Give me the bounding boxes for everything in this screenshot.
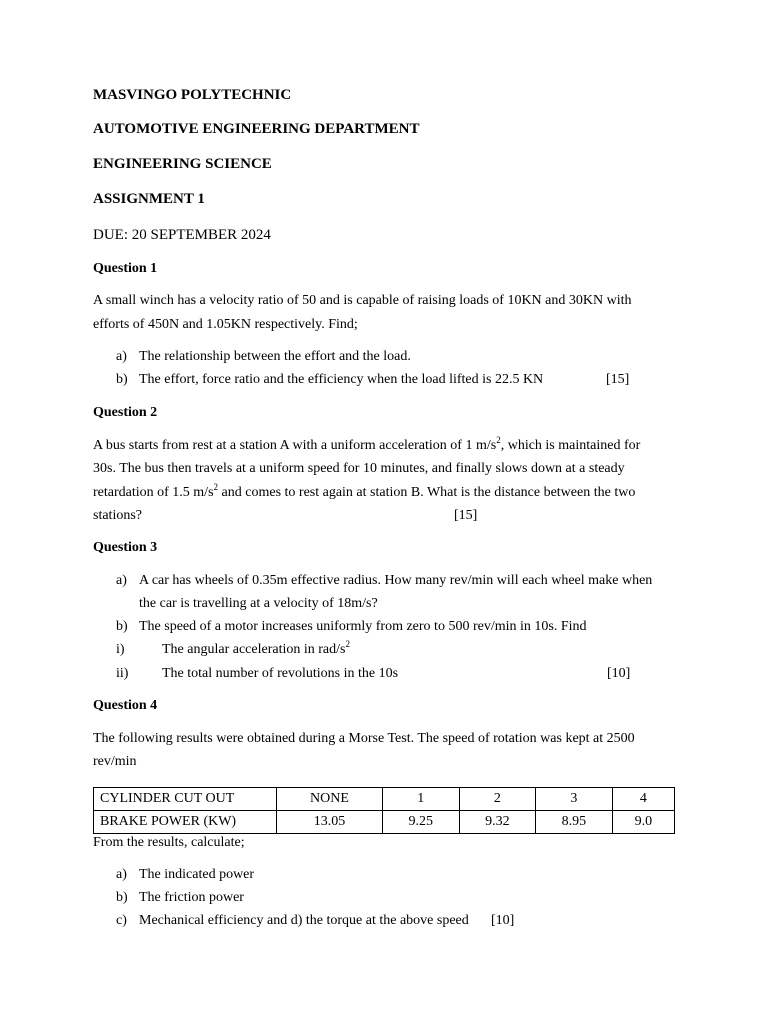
question-4-text-line1: The following results were obtained during a Morse Test. The speed of rotation was kept at 2500	[93, 731, 635, 746]
table-row	[94, 811, 675, 834]
table-cell: BRAKE POWER (KW)	[94, 811, 277, 834]
question-1-text-line2: efforts of 450N and 1.05KN respectively. Find;	[93, 317, 358, 332]
question-4-text-line2: rev/min	[93, 754, 137, 769]
question-4-item-a-marker: a)	[116, 867, 127, 882]
subject-heading: ENGINEERING SCIENCE	[93, 156, 272, 172]
table-cell: CYLINDER CUT OUT	[94, 788, 277, 811]
question-4-item-b-marker: b)	[116, 890, 128, 905]
table-cell: 3	[536, 788, 613, 811]
question-3-item-a-line2: the car is travelling at a velocity of 18m/s?	[139, 596, 378, 611]
question-2-text-line3	[93, 482, 636, 501]
question-2-text-line1	[93, 435, 641, 454]
question-3-item-a-line1: A car has wheels of 0.35m effective radius. How many rev/min will each wheel make when	[139, 573, 653, 588]
question-3-sub-ii-marker: ii)	[116, 666, 129, 681]
question-3-marks: [10]	[607, 666, 631, 681]
question-2-text-line4: stations?	[93, 508, 142, 523]
question-4-title: Question 4	[93, 698, 158, 713]
question-4-item-b-text: The friction power	[139, 890, 244, 905]
table-cell: 13.05	[277, 811, 383, 834]
question-1-item-b-text: The effort, force ratio and the efficiency when the load lifted is 22.5 KN	[139, 372, 544, 387]
question-2-line1-part2: , which is maintained for	[500, 438, 641, 453]
question-2-text-line2: 30s. The bus then travels at a uniform speed for 10 minutes, and finally slows down at a steady	[93, 461, 625, 476]
question-2-title: Question 2	[93, 405, 158, 420]
question-1-marks: [15]	[606, 372, 630, 387]
question-2-line3-superscript: 2	[213, 482, 219, 492]
institution-heading: MASVINGO POLYTECHNIC	[93, 87, 292, 103]
question-3-sub-i-text	[162, 639, 350, 658]
table-cell: NONE	[277, 788, 383, 811]
table-cell: 4	[612, 788, 674, 811]
table-cell: 1	[382, 788, 459, 811]
question-1-item-b-marker: b)	[116, 372, 128, 387]
question-4-item-a-text: The indicated power	[139, 867, 255, 882]
question-1-text-line1: A small winch has a velocity ratio of 50 and is capable of raising loads of 10KN and 30KN with	[93, 293, 632, 308]
question-4-after-table: From the results, calculate;	[93, 835, 245, 850]
question-3-item-b-text: The speed of a motor increases uniformly from zero to 500 rev/min in 10s. Find	[139, 619, 587, 634]
question-2-line1-part1: A bus starts from rest at a station A with a uniform acceleration of 1 m/s	[93, 438, 497, 453]
question-3-sub-i-marker: i)	[116, 642, 125, 657]
question-3-sub-i-superscript: 2	[345, 639, 350, 649]
table-cell: 9.25	[382, 811, 459, 834]
table-row	[94, 788, 675, 811]
question-1-title: Question 1	[93, 261, 158, 276]
morse-test-table	[93, 787, 675, 834]
question-3-item-a-marker: a)	[116, 573, 127, 588]
question-4-item-c-text: Mechanical efficiency and d) the torque at the above speed	[139, 913, 469, 928]
question-3-item-b-marker: b)	[116, 619, 128, 634]
table-cell: 2	[459, 788, 536, 811]
question-2-marks: [15]	[454, 508, 478, 523]
table-cell: 9.32	[459, 811, 536, 834]
question-1-item-a-marker: a)	[116, 349, 127, 364]
due-date: DUE: 20 SEPTEMBER 2024	[93, 227, 271, 243]
question-3-sub-ii-text: The total number of revolutions in the 10s	[162, 666, 399, 681]
table-cell: 9.0	[612, 811, 674, 834]
table-cell: 8.95	[536, 811, 613, 834]
question-4-item-c-marker: c)	[116, 913, 127, 928]
question-1-item-a-text: The relationship between the effort and the load.	[139, 349, 411, 364]
department-heading: AUTOMOTIVE ENGINEERING DEPARTMENT	[93, 121, 420, 137]
question-4-marks: [10]	[491, 913, 515, 928]
assignment-heading: ASSIGNMENT 1	[93, 191, 205, 207]
question-2-line1-superscript: 2	[496, 435, 501, 445]
question-3-title: Question 3	[93, 540, 158, 555]
question-2-line3-part1: retardation of 1.5 m/s	[93, 485, 214, 500]
question-2-line3-part2: and comes to rest again at station B. What is the distance between the two	[218, 485, 636, 500]
question-3-sub-i-label: The angular acceleration in rad/s	[162, 642, 346, 657]
